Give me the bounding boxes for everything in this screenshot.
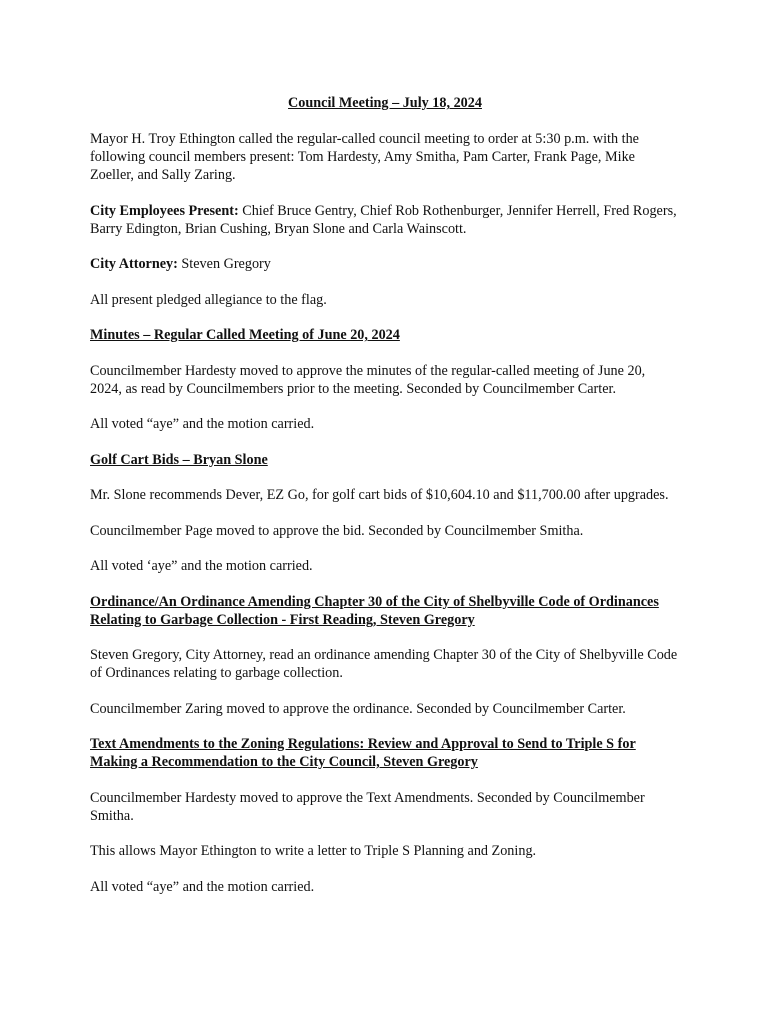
- attorney-paragraph: [90, 255, 680, 273]
- section-heading-ordinance: Ordinance/An Ordinance Amending Chapter 30 of the City of Shelbyville Code of Ordinances Relating to Garbage Collection - First Reading, Steven Gregory: [90, 593, 659, 628]
- employees-text: Chief Bruce Gentry, Chief Rob Rothenburger, Jennifer Herrell, Fred Rogers, Barry Edington, Brian Cushing, Bryan Slone and Carla Wainscott.: [90, 202, 677, 237]
- intro-paragraph: Mayor H. Troy Ethington called the regular-called council meeting to order at 5:30 p.m. with the following council members present: Tom Hardesty, Amy Smitha, Pam Carter, Frank Page, Mike Zoeller, and Sally Zaring.: [90, 131, 639, 183]
- section-paragraph: Steven Gregory, City Attorney, read an ordinance amending Chapter 30 of the City of Shelbyville Code of Ordinances relating to garbage collection.: [90, 647, 678, 681]
- section-paragraph: Councilmember Hardesty moved to approve the Text Amendments. Seconded by Councilmember Smitha.: [90, 789, 645, 824]
- section-paragraph: Councilmember Hardesty moved to approve the minutes of the regular-called meeting of June 20, 2024, as read by Councilmembers prior to the meeting. Seconded by Councilmember Carter.: [90, 362, 646, 397]
- attorney-label: City Attorney:: [90, 256, 178, 272]
- allegiance-paragraph: All present pledged allegiance to the flag.: [90, 291, 327, 308]
- employees-paragraph: [90, 202, 680, 238]
- section-paragraph: This allows Mayor Ethington to write a letter to Triple S Planning and Zoning.: [90, 843, 537, 859]
- document-title: Council Meeting – July 18, 2024: [288, 95, 482, 111]
- section-heading-minutes: Minutes – Regular Called Meeting of June 20, 2024: [90, 327, 400, 343]
- section-paragraph: Councilmember Page moved to approve the bid. Seconded by Councilmember Smitha.: [90, 522, 584, 539]
- section-paragraph: Mr. Slone recommends Dever, EZ Go, for golf cart bids of $10,604.10 and $11,700.00 after upgrades.: [90, 487, 669, 503]
- section-paragraph: All voted ‘aye” and the motion carried.: [90, 558, 313, 574]
- section-heading-golf-cart-bids: Golf Cart Bids – Bryan Slone: [90, 451, 268, 468]
- section-paragraph: All voted “aye” and the motion carried.: [90, 878, 315, 895]
- section-heading-text-amendments: Text Amendments to the Zoning Regulations: Review and Approval to Send to Triple S for Making a Recommendation to the City Council, Steven Gregory: [90, 736, 636, 770]
- employees-label: City Employees Present:: [90, 202, 239, 219]
- document-page: [90, 94, 680, 913]
- section-paragraph: All voted “aye” and the motion carried.: [90, 416, 315, 432]
- attorney-text: Steven Gregory: [177, 256, 271, 272]
- section-paragraph: Councilmember Zaring moved to approve the ordinance. Seconded by Councilmember Carter.: [90, 700, 626, 717]
